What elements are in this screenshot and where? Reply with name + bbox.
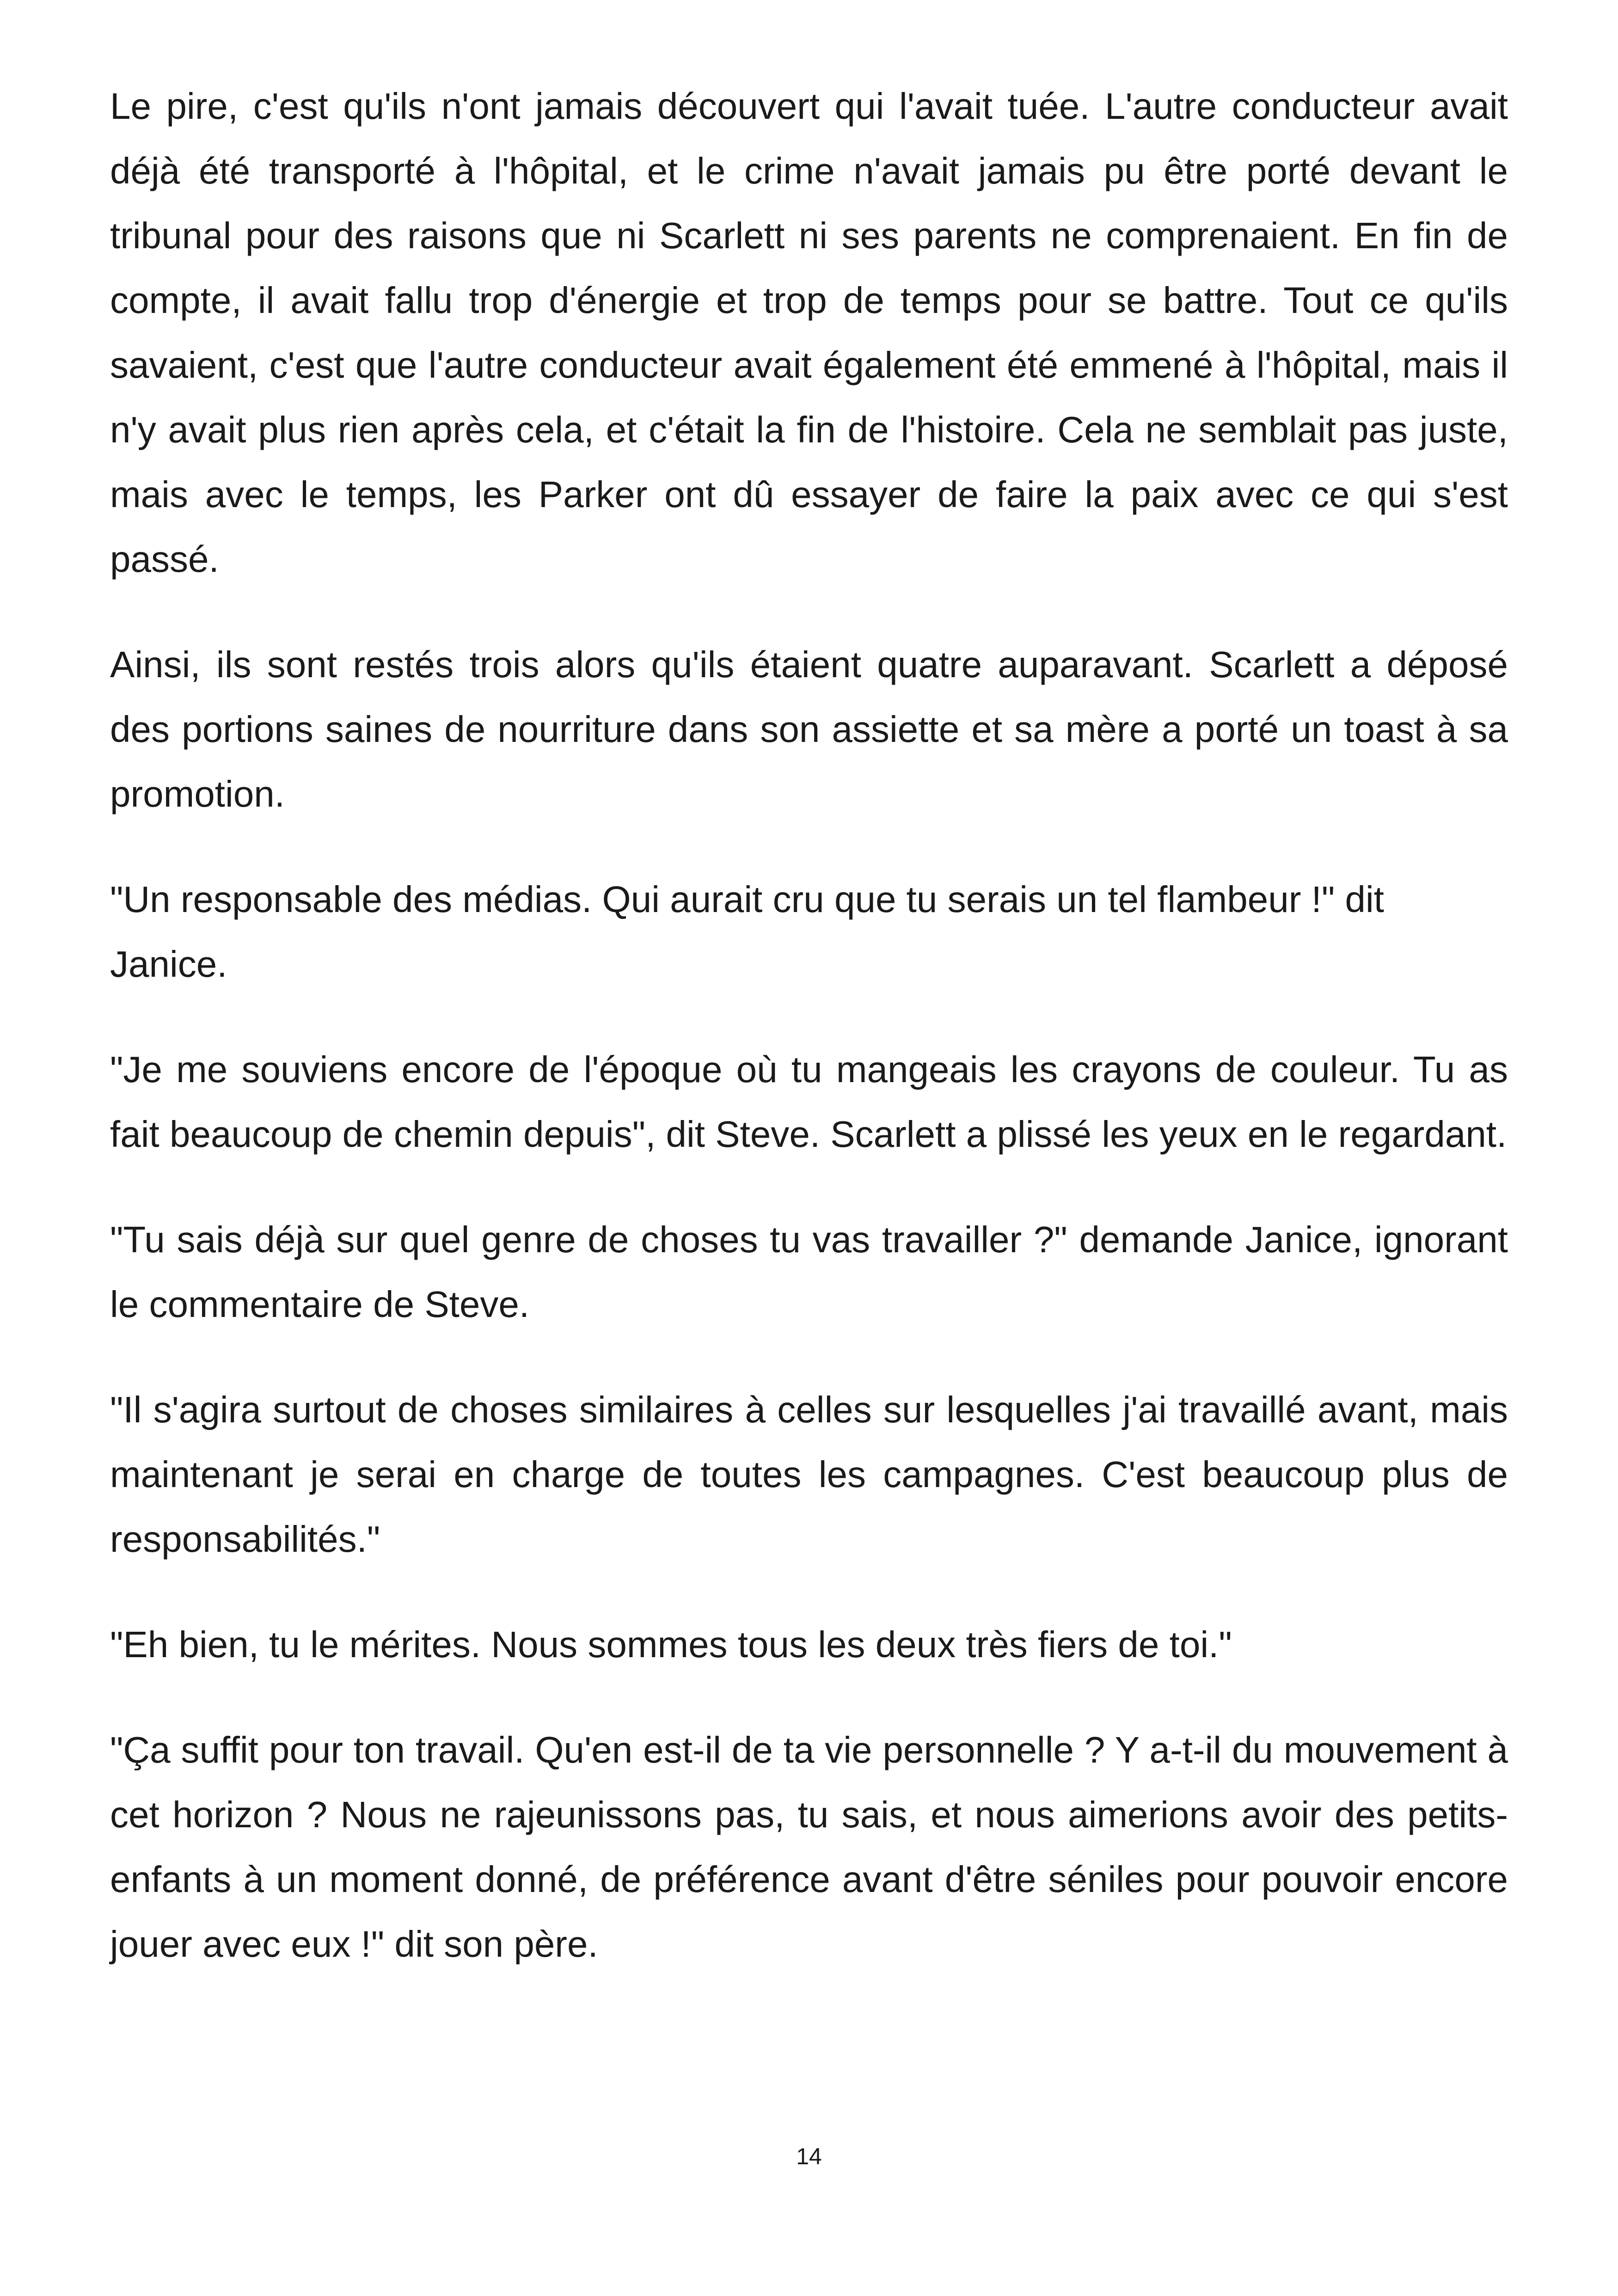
paragraph-4: "Je me souviens encore de l'époque où tu mangeais les crayons de couleur. Tu as fait beaucoup de chemin depuis", dit Steve. Scarlett a plissé les yeux en le regardant. (110, 1049, 1508, 1155)
paragraph-2: Ainsi, ils sont restés trois alors qu'ils étaient quatre auparavant. Scarlett a déposé des portions saines de nourriture dans son assiette et sa mère a porté un toast à sa promotion. (110, 644, 1508, 814)
paragraph-8: "Ça suffit pour ton travail. Qu'en est-il de ta vie personnelle ? Y a-t-il du mouvement à cet horizon ? Nous ne rajeunissons pas, tu sais, et nous aimerions avoir des petits-enfants à un moment donné, de préférence avant d'être séniles pour pouvoir encore jouer avec eux !" dit son père. (110, 1729, 1508, 1965)
page-number: 14 (796, 2143, 822, 2169)
paragraph-6: "Il s'agira surtout de choses similaires à celles sur lesquelles j'ai travaillé avant, mais maintenant je serai en charge de toutes les campagnes. C'est beaucoup plus de responsabilités." (110, 1389, 1508, 1560)
paragraph-3: "Un responsable des médias. Qui aurait cru que tu serais un tel flambeur !" dit Janice. (110, 879, 1384, 985)
body-text (110, 74, 1508, 2017)
paragraph-5: "Tu sais déjà sur quel genre de choses tu vas travailler ?" demande Janice, ignorant le commentaire de Steve. (110, 1219, 1508, 1325)
paragraph-1: Le pire, c'est qu'ils n'ont jamais découvert qui l'avait tuée. L'autre conducteur avait déjà été transporté à l'hôpital, et le crime n'avait jamais pu être porté devant le tribunal pour des raisons que ni Scarlett ni ses parents ne comprenaient. En fin de compte, il avait fallu trop d'énergie et trop de temps pour se battre. Tout ce qu'ils savaient, c'est que l'autre conducteur avait également été emmené à l'hôpital, mais il n'y avait plus rien après cela, et c'était la fin de l'histoire. Cela ne semblait pas juste, mais avec le temps, les Parker ont dû essayer de faire la paix avec ce qui s'est passé. (110, 86, 1508, 580)
paragraph-7: "Eh bien, tu le mérites. Nous sommes tous les deux très fiers de toi." (110, 1624, 1232, 1665)
